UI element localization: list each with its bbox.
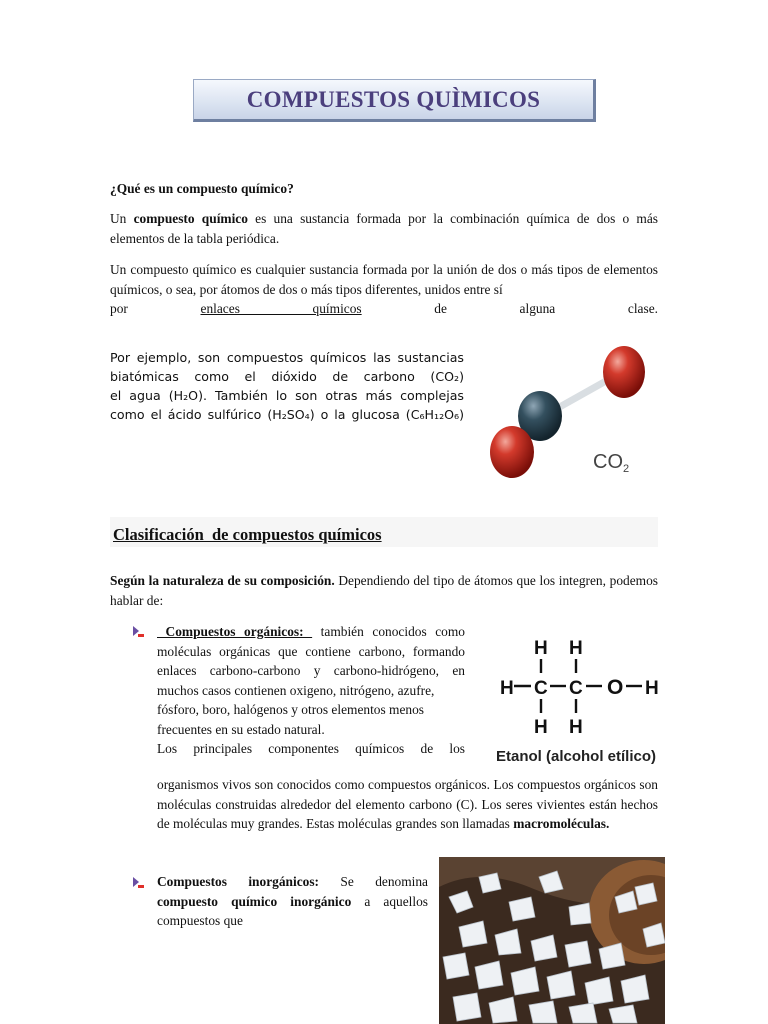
text: Un bbox=[110, 211, 134, 226]
bold-term: compuesto químico bbox=[133, 211, 248, 226]
organicos-paragraph-cont bbox=[157, 775, 658, 834]
atom-c: C bbox=[569, 678, 583, 699]
text: a aquellos compuestos que bbox=[157, 893, 428, 928]
text: Dependiendo del tipo de átomos que los integren, podemos hablar de: bbox=[110, 573, 658, 608]
atom-h: H bbox=[569, 638, 583, 659]
text: de alguna clase. bbox=[361, 301, 658, 316]
definition-paragraph bbox=[110, 209, 658, 248]
text: por bbox=[110, 301, 201, 316]
bullet-arrow-icon bbox=[132, 876, 145, 889]
atom-o: O bbox=[607, 676, 624, 699]
co2-subscript: 2 bbox=[623, 463, 630, 475]
inorganicos-paragraph bbox=[157, 872, 428, 931]
bold-term: macromoléculas. bbox=[513, 816, 610, 831]
text: Los principales componentes químicos de los bbox=[157, 741, 465, 756]
text: es una sustancia formada por la combinación química de dos o más elementos de la tabla periódica. bbox=[110, 211, 658, 246]
enlaces-link[interactable]: enlaces químicos bbox=[200, 301, 362, 316]
atom-h: H bbox=[500, 678, 514, 699]
svg-text:CO2 bbox=[593, 451, 629, 475]
co2-label: CO bbox=[593, 451, 623, 473]
text: fósforo, boro, halógenos y otros elementos menos frecuentes en su estado natural. bbox=[157, 702, 425, 737]
text: Un compuesto químico es cualquier sustancia formada por la unión de dos o más tipos de elementos químicos, o sea, por átomos de dos o más tipos diferentes, unidos entre sí bbox=[110, 262, 658, 297]
composition-paragraph bbox=[110, 260, 658, 319]
text: también conocidos como moléculas orgánicas que contiene carbono, formando enlaces carbono-carbono y carbono-hidrógeno, en muchos casos contienen oxigeno, nitrógeno, azufre, bbox=[157, 624, 465, 698]
atom-h: H bbox=[569, 717, 583, 738]
atom-h: H bbox=[534, 638, 548, 659]
naturaleza-paragraph bbox=[110, 571, 658, 610]
ethanol-structure-diagram bbox=[490, 632, 668, 772]
example-line: el agua (H₂O). También lo son otras más complejas bbox=[110, 388, 464, 403]
text: Se denomina bbox=[319, 874, 428, 889]
example-line: como el ácido sulfúrico (H₂SO₄) o la glucosa (C₆H₁₂O₆) bbox=[110, 407, 464, 422]
organicos-label: Compuestos orgánicos: bbox=[157, 624, 313, 639]
example-paragraph bbox=[110, 348, 464, 424]
ethanol-caption: Etanol (alcohol etílico) bbox=[496, 748, 657, 765]
text: organismos vivos son conocidos como compuestos orgánicos. Los compuestos orgánicos son moléculas construidas alrededor del elemento carbono (C). Los seres vivientes están hechos de moléculas muy grandes. Estas moléculas grandes son llamadas bbox=[157, 777, 658, 831]
bold-term: compuesto químico inorgánico bbox=[157, 893, 352, 909]
question-heading: ¿Qué es un compuesto químico? bbox=[110, 181, 294, 196]
salt-crystals-photo bbox=[439, 857, 665, 1024]
section-title: Clasificación de compuestos químicos bbox=[113, 525, 382, 544]
last-line bbox=[110, 299, 658, 319]
page-title: COMPUESTOS QUÌMICOS bbox=[246, 86, 541, 112]
inorganicos-label: Compuestos inorgánicos: bbox=[157, 874, 320, 889]
title-box bbox=[193, 79, 596, 122]
bullet-arrow-icon bbox=[132, 625, 145, 638]
oxygen-atom bbox=[490, 426, 534, 478]
oxygen-atom bbox=[603, 346, 645, 398]
bold-term: Según la naturaleza de su composición. bbox=[110, 573, 335, 588]
organicos-paragraph bbox=[157, 622, 465, 759]
atom-c: C bbox=[534, 678, 548, 699]
atom-h: H bbox=[645, 678, 659, 699]
co2-molecule-image bbox=[480, 340, 655, 488]
atom-h: H bbox=[534, 717, 548, 738]
example-line: Por ejemplo, son compuestos químicos las sustancias bbox=[110, 350, 464, 365]
example-line: biatómicas como el dióxido de carbono (CO₂) bbox=[110, 369, 464, 384]
